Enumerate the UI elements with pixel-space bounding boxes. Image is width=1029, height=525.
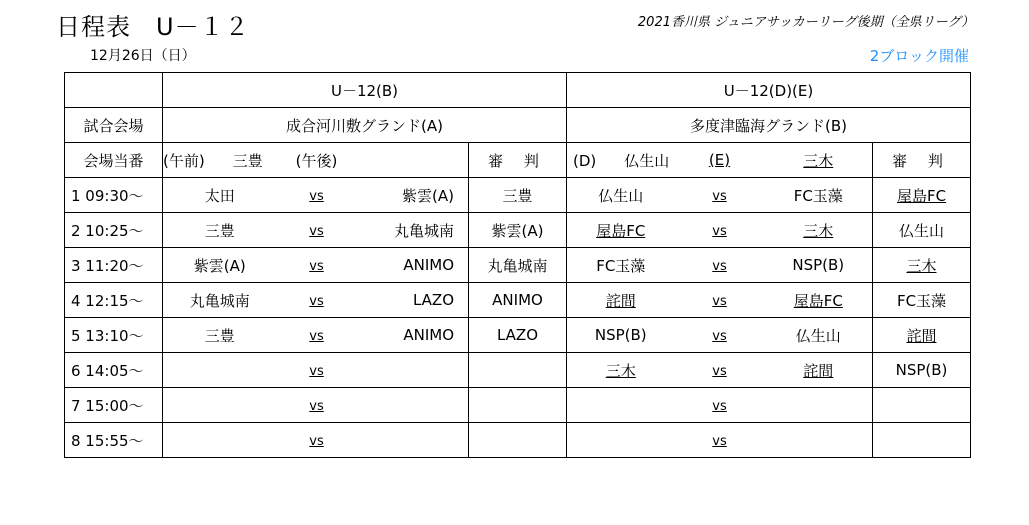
venue-b-referee: 三木 [873, 248, 971, 283]
venue-a-vs: vs [277, 178, 357, 213]
venue-b-away-team: 詫間 [765, 353, 873, 388]
duty-b-d [567, 143, 675, 178]
venue-b: 多度津臨海グランド(B) [567, 108, 971, 143]
venue-b-away-team: 仏生山 [765, 318, 873, 353]
duty-b-d-label: (D) [573, 151, 597, 170]
venue-a-away-team [357, 423, 469, 458]
venue-b-vs: vs [675, 283, 765, 318]
venue-b-vs: vs [675, 178, 765, 213]
venue-a-vs: vs [277, 423, 357, 458]
block-note: 2ブロック開催 [869, 47, 969, 65]
match-row [65, 178, 971, 213]
venue-a-referee [469, 388, 567, 423]
venue-b-referee [873, 423, 971, 458]
venue-a-home-team: 紫雲(A) [163, 248, 277, 283]
venue-a-referee: ANIMO [469, 283, 567, 318]
venue-a-away-team: 丸亀城南 [357, 213, 469, 248]
venue-b-away-team: 三木 [765, 213, 873, 248]
referee-header-b: 審 判 [873, 143, 971, 178]
venue-b-vs: vs [675, 318, 765, 353]
venue-b-vs: vs [675, 388, 765, 423]
duty-a-am-team: 三豊 [232, 151, 263, 170]
venue-a-away-team: LAZO [357, 283, 469, 318]
match-slot: 8 15:55～ [65, 423, 163, 458]
venue-a-home-team: 三豊 [163, 318, 277, 353]
venue-b-away-team [765, 423, 873, 458]
match-slot: 2 10:25～ [65, 213, 163, 248]
venue-a-home-team: 丸亀城南 [163, 283, 277, 318]
venue-a-referee [469, 353, 567, 388]
match-row [65, 318, 971, 353]
venue-b-referee: FC玉藻 [873, 283, 971, 318]
league-name: 2021香川県 ジュニアサッカーリーグ後期（全県リーグ） [637, 15, 974, 30]
venue-b-home-team: 屋島FC [567, 213, 675, 248]
page-title: 日程表 U－１２ [56, 13, 250, 41]
match-slot: 7 15:00～ [65, 388, 163, 423]
venue-b-home-team [567, 388, 675, 423]
venue-b-home-team: 三木 [567, 353, 675, 388]
venue-a-referee: 丸亀城南 [469, 248, 567, 283]
match-row [65, 353, 971, 388]
match-row [65, 423, 971, 458]
venue-b-away-team: NSP(B) [765, 248, 873, 283]
duty-a-am [163, 143, 277, 178]
venue-a-home-team [163, 423, 277, 458]
match-row [65, 248, 971, 283]
match-slot: 4 12:15～ [65, 283, 163, 318]
venue-row [65, 108, 971, 143]
venue-a-home-team: 太田 [163, 178, 277, 213]
venue-a-home-team [163, 353, 277, 388]
venue-a-vs: vs [277, 248, 357, 283]
match-row [65, 283, 971, 318]
division-b: U－12(D)(E) [567, 73, 971, 108]
match-slot: 6 14:05～ [65, 353, 163, 388]
venue-a-vs: vs [277, 388, 357, 423]
venue-a-away-team: ANIMO [357, 248, 469, 283]
venue-a-referee [469, 423, 567, 458]
venue-b-referee: NSP(B) [873, 353, 971, 388]
venue-b-referee [873, 388, 971, 423]
match-row [65, 388, 971, 423]
venue-b-home-team [567, 423, 675, 458]
venue-b-vs: vs [675, 353, 765, 388]
venue-b-vs: vs [675, 423, 765, 458]
venue-b-vs: vs [675, 248, 765, 283]
venue-b-home-team: 仏生山 [567, 178, 675, 213]
venue-b-home-team: 詫間 [567, 283, 675, 318]
duty-b-e-label: (E) [675, 143, 765, 178]
venue-b-away-team: 屋島FC [765, 283, 873, 318]
venue-label: 試合会場 [65, 108, 163, 143]
venue-a-away-team: ANIMO [357, 318, 469, 353]
venue-a-vs: vs [277, 353, 357, 388]
duty-a-pm-label: (午後) [277, 143, 357, 178]
duty-a-pm-team [357, 143, 469, 178]
venue-a-vs: vs [277, 318, 357, 353]
venue-b-home-team: NSP(B) [567, 318, 675, 353]
referee-header-a: 審 判 [469, 143, 567, 178]
duty-a-am-label: (午前) [163, 151, 205, 170]
venue-b-referee: 仏生山 [873, 213, 971, 248]
venue-a-vs: vs [277, 213, 357, 248]
venue-a-home-team: 三豊 [163, 213, 277, 248]
match-row [65, 213, 971, 248]
venue-b-referee: 詫間 [873, 318, 971, 353]
venue-b-vs: vs [675, 213, 765, 248]
venue-b-home-team: FC玉藻 [567, 248, 675, 283]
division-a: U－12(B) [163, 73, 567, 108]
match-slot: 3 11:20～ [65, 248, 163, 283]
division-corner [65, 73, 163, 108]
venue-b-referee: 屋島FC [873, 178, 971, 213]
match-slot: 1 09:30～ [65, 178, 163, 213]
schedule-table [64, 72, 971, 458]
venue-a-home-team [163, 388, 277, 423]
venue-a-vs: vs [277, 283, 357, 318]
duty-b-e-team: 三木 [765, 143, 873, 178]
venue-a-referee: LAZO [469, 318, 567, 353]
venue-b-away-team: FC玉藻 [765, 178, 873, 213]
venue-a: 成合河川敷グランド(A) [163, 108, 567, 143]
division-row [65, 73, 971, 108]
match-date: 12月26日（日） [90, 48, 196, 64]
match-slot: 5 13:10～ [65, 318, 163, 353]
venue-a-referee: 三豊 [469, 178, 567, 213]
venue-a-away-team: 紫雲(A) [357, 178, 469, 213]
venue-a-away-team [357, 353, 469, 388]
venue-b-away-team [765, 388, 873, 423]
venue-a-referee: 紫雲(A) [469, 213, 567, 248]
venue-a-away-team [357, 388, 469, 423]
duty-b-d-team: 仏生山 [624, 151, 670, 170]
duty-label: 会場当番 [65, 143, 163, 178]
duty-row [65, 143, 971, 178]
